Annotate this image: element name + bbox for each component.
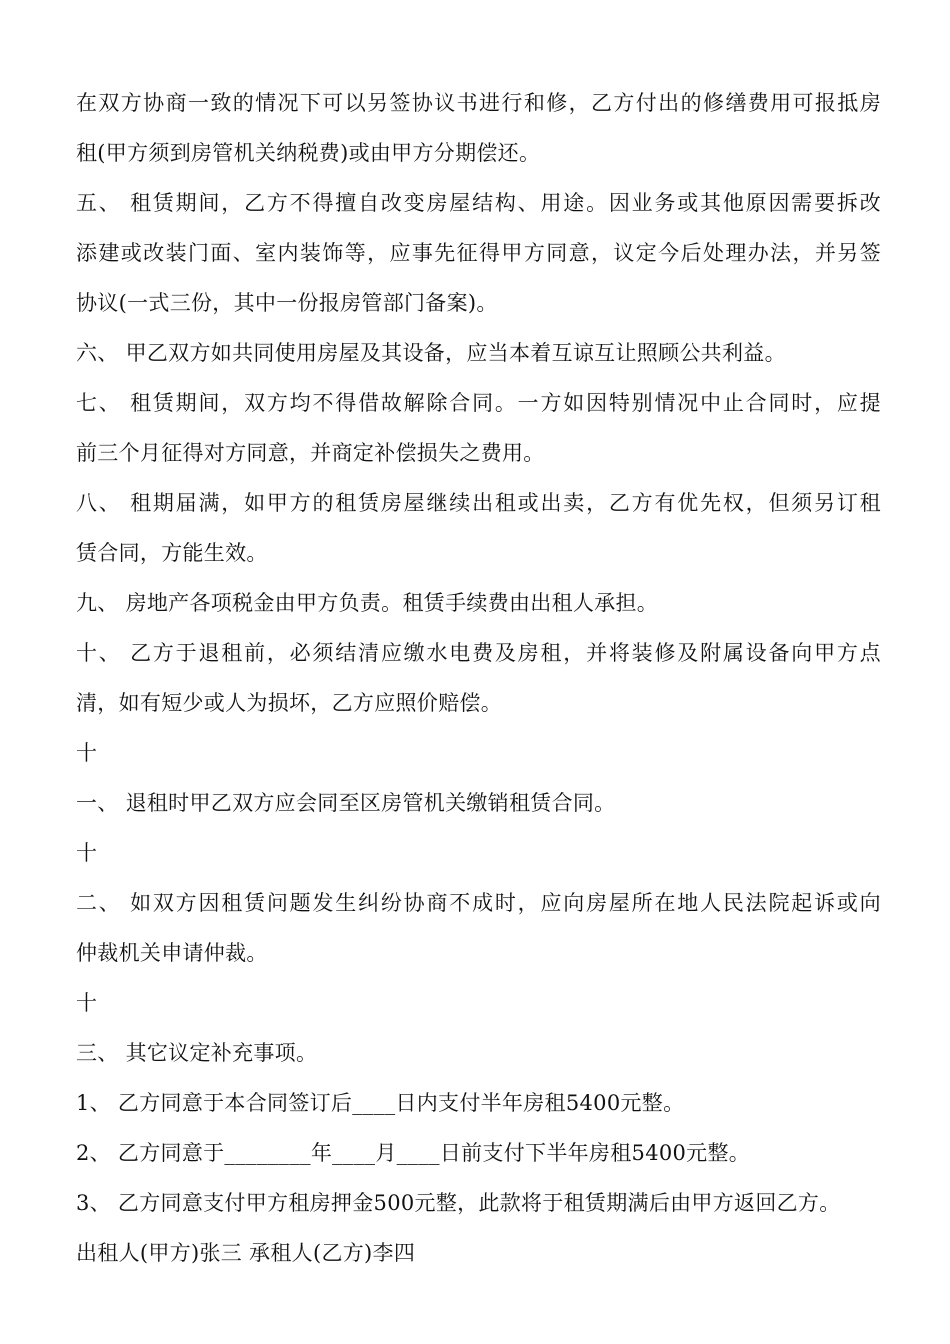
text-line: 三、 其它议定补充事项。: [76, 1041, 318, 1065]
document-page: [76, 78, 881, 1278]
text-line: 2、 乙方同意于________年____月____日前支付下半年房租5400元整。: [76, 1141, 751, 1165]
text-line: 3、 乙方同意支付甲方租房押金500元整，此款将于租赁期满后由甲方返回乙方。: [76, 1191, 841, 1215]
text-line: 十: [76, 741, 98, 765]
text-line: 添建或改装门面、室内装饰等，应事先征得甲方同意，议定今后处理办法，并另签: [76, 241, 881, 265]
text-line: 十: [76, 991, 98, 1015]
text-line: 协议(一式三份，其中一份报房管部门备案)。: [76, 291, 498, 315]
text-line: 十: [76, 841, 98, 865]
text-line: 六、 甲乙双方如共同使用房屋及其设备，应当本着互谅互让照顾公共利益。: [76, 341, 786, 365]
text-line: 前三个月征得对方同意，并商定补偿损失之费用。: [76, 441, 545, 465]
text-line: 十、 乙方于退租前，必须结清应缴水电费及房租，并将装修及附属设备向甲方点: [76, 641, 881, 665]
text-line: 一、 退租时甲乙双方应会同至区房管机关缴销租赁合同。: [76, 791, 616, 815]
text-line: 仲裁机关申请仲裁。: [76, 941, 268, 965]
text-line: 1、 乙方同意于本合同签订后____日内支付半年房租5400元整。: [76, 1091, 685, 1115]
text-line: 清，如有短少或人为损坏，乙方应照价赔偿。: [76, 691, 502, 715]
text-line: 赁合同，方能生效。: [76, 541, 268, 565]
text-line: 八、 租期届满，如甲方的租赁房屋继续出租或出卖，乙方有优先权，但须另订租: [76, 491, 881, 515]
text-line: 二、 如双方因租赁问题发生纠纷协商不成时，应向房屋所在地人民法院起诉或向: [76, 891, 881, 915]
text-line: 租(甲方须到房管机关纳税费)或由甲方分期偿还。: [76, 141, 541, 165]
text-line: 五、 租赁期间，乙方不得擅自改变房屋结构、用途。因业务或其他原因需要拆改: [76, 191, 881, 215]
text-line: 九、 房地产各项税金由甲方负责。租赁手续费由出租人承担。: [76, 591, 659, 615]
signature-line: 出租人(甲方)张三 承租人(乙方)李四: [76, 1241, 416, 1265]
text-line: 在双方协商一致的情况下可以另签协议书进行和修，乙方付出的修缮费用可报抵房: [76, 91, 881, 115]
text-line: 七、 租赁期间，双方均不得借故解除合同。一方如因特别情况中止合同时，应提: [76, 391, 881, 415]
